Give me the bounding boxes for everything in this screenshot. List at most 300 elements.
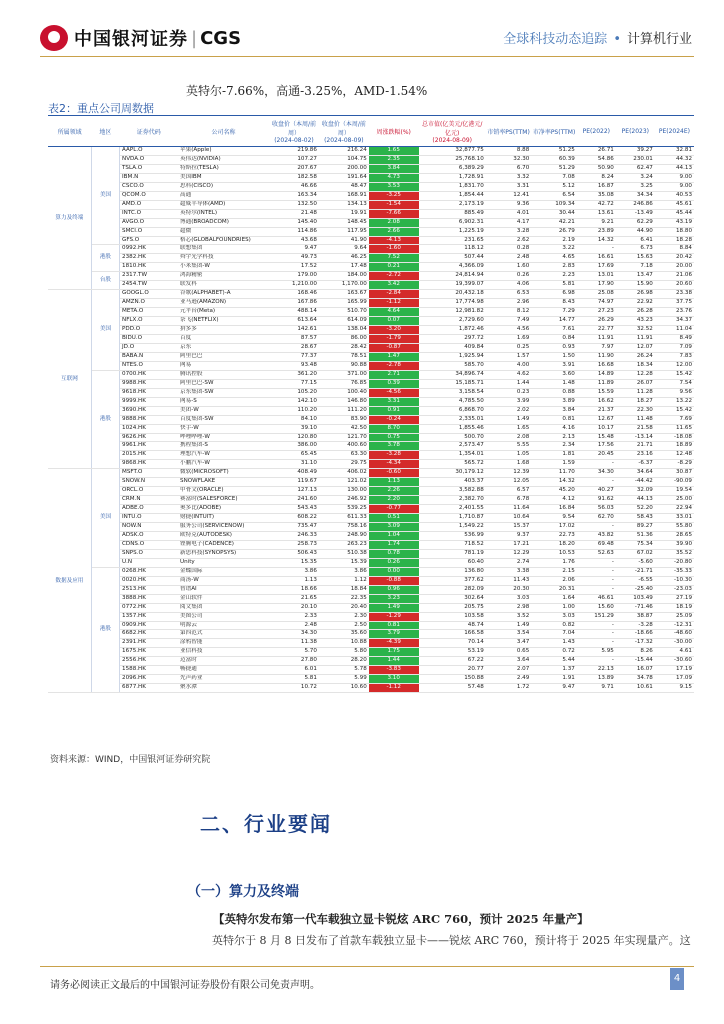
close-now-cell: 2.30 (319, 612, 369, 621)
close-now-cell: 200.00 (319, 164, 369, 173)
pe2022-cell: 16.61 (577, 254, 616, 263)
pe2024e-cell: 18.80 (655, 227, 694, 236)
name-cell: 网易-S (178, 397, 269, 406)
name-cell: 百度 (178, 335, 269, 344)
close-prev-cell: 613.64 (269, 317, 319, 326)
mktcap-cell: 2,335.01 (419, 415, 486, 424)
mktcap-cell: 1,872.46 (419, 326, 486, 335)
close-prev-cell: 93.48 (269, 361, 319, 370)
name-cell: 格芯(GLOBALFOUNDRIES) (178, 236, 269, 245)
pb-cell: 0.84 (531, 335, 577, 344)
mktcap-cell: 585.70 (419, 361, 486, 370)
close-prev-cell: 20.10 (269, 603, 319, 612)
table-header-row (48, 116, 694, 147)
close-prev-cell: 21.48 (269, 209, 319, 218)
close-prev-cell: 735.47 (269, 523, 319, 532)
close-prev-cell: 21.65 (269, 594, 319, 603)
brand-mark-icon (40, 25, 68, 51)
ps-cell: 3.28 (486, 227, 532, 236)
pb-cell: 18.20 (531, 540, 577, 549)
table-row (48, 406, 694, 415)
close-now-cell: 130.00 (319, 487, 369, 496)
code-cell: 1024.HK (120, 424, 179, 433)
change-cell: -4.56 (369, 388, 419, 397)
table-row (48, 487, 694, 496)
pb-cell: 1.81 (531, 451, 577, 460)
pe2023-cell: 103.49 (616, 594, 655, 603)
change-cell: -0.24 (369, 415, 419, 424)
pb-cell: 9.47 (531, 684, 577, 693)
col-pe2024e: PE(2024E) (655, 116, 694, 147)
pb-cell: 3.22 (531, 245, 577, 254)
name-cell: 铿腾电子(CADENCE) (178, 540, 269, 549)
pb-cell: 4.16 (531, 424, 577, 433)
table-row (48, 558, 694, 567)
pe2022-cell: 20.45 (577, 451, 616, 460)
close-prev-cell: 5.81 (269, 675, 319, 684)
name-cell: 欧特克(AUTODESK) (178, 531, 269, 540)
close-now-cell: 248.90 (319, 531, 369, 540)
col-pe2023: PE(2023) (616, 116, 655, 147)
change-cell: 3.79 (369, 630, 419, 639)
table-row (48, 657, 694, 666)
pb-cell: 3.84 (531, 406, 577, 415)
pe2024e-cell: 20.00 (655, 263, 694, 272)
mktcap-cell: 1,855.46 (419, 424, 486, 433)
close-now-cell: 146.80 (319, 397, 369, 406)
table-row (48, 218, 694, 227)
close-prev-cell: 5.70 (269, 648, 319, 657)
code-cell: ORCL.O (120, 487, 179, 496)
close-now-cell: 163.67 (319, 290, 369, 299)
pe2022-cell: 5.95 (577, 648, 616, 657)
name-cell: 理想汽车-W (178, 451, 269, 460)
name-cell: 阿里巴巴 (178, 352, 269, 361)
pe2022-cell: 50.90 (577, 164, 616, 173)
pe2023-cell: 26.24 (616, 352, 655, 361)
ps-cell: 1.60 (486, 263, 532, 272)
name-cell: 哔哩哔哩-W (178, 433, 269, 442)
pe2024e-cell: 9.56 (655, 388, 694, 397)
pb-cell: 3.03 (531, 612, 577, 621)
ps-cell: 1.65 (486, 424, 532, 433)
pe2024e-cell: 39.90 (655, 540, 694, 549)
table-row (48, 585, 694, 594)
close-prev-cell: 6.01 (269, 666, 319, 675)
change-cell: -2.72 (369, 272, 419, 281)
code-cell: INTC.O (120, 209, 179, 218)
close-now-cell: 10.88 (319, 639, 369, 648)
name-cell: 亚信科技 (178, 648, 269, 657)
change-cell: 8.70 (369, 424, 419, 433)
mktcap-cell: 565.72 (419, 460, 486, 469)
code-cell: 0772.HK (120, 603, 179, 612)
name-cell: 美图公司 (178, 612, 269, 621)
change-cell: 3.78 (369, 442, 419, 451)
close-prev-cell: 10.72 (269, 684, 319, 693)
pe2022-cell: 16.87 (577, 182, 616, 191)
mktcap-cell: 12,981.82 (419, 308, 486, 317)
change-cell: -1.79 (369, 335, 419, 344)
name-cell: 联发科 (178, 281, 269, 290)
close-now-cell: 9.64 (319, 245, 369, 254)
ps-cell: 6.70 (486, 164, 532, 173)
table-row (48, 164, 694, 173)
col-close-prev: 收盘价（本周/前周） (2024-08-02) (269, 116, 319, 147)
pe2023-cell: 3.25 (616, 182, 655, 191)
ps-cell: 17.21 (486, 540, 532, 549)
change-cell: -3.83 (369, 666, 419, 675)
pe2023-cell: 44.13 (616, 496, 655, 505)
pe2022-cell: 25.08 (577, 290, 616, 299)
name-cell: 奈飞(NETFLIX) (178, 317, 269, 326)
name-cell: 网易 (178, 361, 269, 370)
table-row (48, 379, 694, 388)
ps-cell: 3.54 (486, 630, 532, 639)
table-row (48, 290, 694, 299)
code-cell: 9888.HK (120, 415, 179, 424)
pe2024e-cell: 18.19 (655, 603, 694, 612)
change-cell: 1.74 (369, 540, 419, 549)
name-cell: 第四范式 (178, 630, 269, 639)
close-now-cell: 10.60 (319, 684, 369, 693)
pb-cell: 26.79 (531, 227, 577, 236)
col-pe2022: PE(2022) (577, 116, 616, 147)
pe2022-cell: 74.97 (577, 299, 616, 308)
pb-cell: 9.54 (531, 514, 577, 523)
pe2022-cell: 62.70 (577, 514, 616, 523)
change-cell: 1.65 (369, 147, 419, 156)
pe2022-cell: 11.91 (577, 335, 616, 344)
close-now-cell: 246.92 (319, 496, 369, 505)
close-now-cell: 216.24 (319, 147, 369, 156)
table-row (48, 415, 694, 424)
table-row (48, 343, 694, 352)
close-prev-cell: 49.73 (269, 254, 319, 263)
name-cell: 服务公司(SERVICENOW) (178, 523, 269, 532)
close-now-cell: 86.00 (319, 335, 369, 344)
close-now-cell: 121.02 (319, 478, 369, 487)
mktcap-cell: 2,729.60 (419, 317, 486, 326)
mktcap-cell: 4,785.50 (419, 397, 486, 406)
name-cell: 阅文集团 (178, 603, 269, 612)
pb-cell: 2.13 (531, 433, 577, 442)
pe2022-cell: - (577, 585, 616, 594)
table-row (48, 227, 694, 236)
pb-cell: 0.72 (531, 648, 577, 657)
col-close-now: 收盘价（本周/前周） (2024-08-09) (319, 116, 369, 147)
close-prev-cell: 28.67 (269, 343, 319, 352)
ps-cell: 8.88 (486, 147, 532, 156)
pb-cell: 1.76 (531, 558, 577, 567)
mktcap-cell: 205.75 (419, 603, 486, 612)
change-cell: 1.49 (369, 603, 419, 612)
region-cell: 美国 (91, 290, 119, 371)
name-cell: 元平台(Meta) (178, 308, 269, 317)
code-cell: AMZN.O (120, 299, 179, 308)
mktcap-cell: 718.52 (419, 540, 486, 549)
pe2022-cell: - (577, 523, 616, 532)
close-now-cell: 3.86 (319, 567, 369, 576)
close-prev-cell: 43.68 (269, 236, 319, 245)
pe2022-cell: 22.13 (577, 666, 616, 675)
logo-en: CGS (200, 27, 242, 49)
close-prev-cell: 65.45 (269, 451, 319, 460)
ps-cell: 12.29 (486, 549, 532, 558)
pe2023-cell: 18.27 (616, 397, 655, 406)
close-now-cell: 614.09 (319, 317, 369, 326)
close-prev-cell: 142.61 (269, 326, 319, 335)
pe2024e-cell: 43.19 (655, 218, 694, 227)
close-prev-cell: 163.34 (269, 191, 319, 200)
mktcap-cell: 1,354.01 (419, 451, 486, 460)
logo-separator: | (191, 27, 198, 49)
close-now-cell: 2.50 (319, 621, 369, 630)
pe2023-cell: -17.32 (616, 639, 655, 648)
name-cell: 美国IBM (178, 173, 269, 182)
change-cell: 2.20 (369, 496, 419, 505)
table-row (48, 236, 694, 245)
ps-cell: 32.30 (486, 155, 532, 164)
close-now-cell: 15.39 (319, 558, 369, 567)
close-now-cell: 1,170.00 (319, 281, 369, 290)
pe2024e-cell: 20.60 (655, 281, 694, 290)
name-cell: 思科(CISCO) (178, 182, 269, 191)
region-cell: 美国 (91, 147, 119, 245)
close-prev-cell: 132.50 (269, 200, 319, 209)
report-series: 全球科技动态追踪 (503, 32, 608, 47)
code-cell: BIDU.O (120, 335, 179, 344)
close-prev-cell: 110.20 (269, 406, 319, 415)
ps-cell: 3.64 (486, 657, 532, 666)
code-cell: BABA.N (120, 352, 179, 361)
region-cell: 港股 (91, 370, 119, 468)
pe2024e-cell: -23.03 (655, 585, 694, 594)
pe2023-cell: 15.90 (616, 281, 655, 290)
name-cell: 新思科技(SYNOPSYS) (178, 549, 269, 558)
close-prev-cell: 114.86 (269, 227, 319, 236)
pe2023-cell: -18.66 (616, 630, 655, 639)
code-cell: 0020.HK (120, 576, 179, 585)
ps-cell: 6.78 (486, 496, 532, 505)
name-cell: 商汤-W (178, 576, 269, 585)
pb-cell: 20.31 (531, 585, 577, 594)
change-cell: -3.25 (369, 191, 419, 200)
ps-cell: 8.12 (486, 308, 532, 317)
pe2022-cell: - (577, 460, 616, 469)
pb-cell: 5.81 (531, 281, 577, 290)
pe2024e-cell: 55.80 (655, 523, 694, 532)
mktcap-cell: 507.44 (419, 254, 486, 263)
mktcap-cell: 17,774.98 (419, 299, 486, 308)
name-cell: 特斯拉(TESLA) (178, 164, 269, 173)
change-cell: -1.12 (369, 299, 419, 308)
pb-cell: 5.12 (531, 182, 577, 191)
pb-cell: 0.81 (531, 415, 577, 424)
mktcap-cell: 48.74 (419, 621, 486, 630)
name-cell: 涂鸦智能 (178, 639, 269, 648)
pe2024e-cell: 9.00 (655, 182, 694, 191)
mktcap-cell: 32,877.75 (419, 147, 486, 156)
footer-rule (40, 966, 694, 967)
change-cell: -3.28 (369, 451, 419, 460)
close-now-cell: 90.88 (319, 361, 369, 370)
code-cell: 9868.HK (120, 460, 179, 469)
code-cell: 0268.HK (120, 567, 179, 576)
table-row (48, 496, 694, 505)
table-row (48, 263, 694, 272)
close-prev-cell: 142.10 (269, 397, 319, 406)
pe2024e-cell: -12.31 (655, 621, 694, 630)
table-row (48, 173, 694, 182)
pe2024e-cell: 12.00 (655, 361, 694, 370)
pe2022-cell: 15.48 (577, 433, 616, 442)
code-cell: 6682.HK (120, 630, 179, 639)
table-title: 表2：重点公司周数据 (48, 102, 154, 115)
pe2024e-cell: 44.13 (655, 164, 694, 173)
pb-cell: 1.00 (531, 603, 577, 612)
name-cell: 奥多比(ADOBE) (178, 505, 269, 514)
table-row (48, 155, 694, 164)
pe2023-cell: -6.55 (616, 576, 655, 585)
table-row (48, 531, 694, 540)
close-prev-cell: 1,210.00 (269, 281, 319, 290)
ps-cell: 11.64 (486, 505, 532, 514)
change-cell: 3.23 (369, 594, 419, 603)
pe2024e-cell: 11.04 (655, 326, 694, 335)
pb-cell: 4.65 (531, 254, 577, 263)
name-cell: 小米集团-W (178, 263, 269, 272)
table-row (48, 451, 694, 460)
news-title: 【英特尔发布第一代车载独立显卡锐炫 ARC 760，预计 2025 年量产】 (213, 912, 589, 926)
code-cell: PDD.O (120, 326, 179, 335)
close-now-cell: 138.04 (319, 326, 369, 335)
change-cell: -0.60 (369, 469, 419, 478)
mktcap-cell: 302.64 (419, 594, 486, 603)
name-cell: 携程集团-S (178, 442, 269, 451)
pe2024e-cell: 33.01 (655, 514, 694, 523)
pe2022-cell: - (577, 621, 616, 630)
ps-cell: 1.49 (486, 621, 532, 630)
change-cell: 3.53 (369, 182, 419, 191)
code-cell: 2556.HK (120, 657, 179, 666)
pb-cell: 2.06 (531, 576, 577, 585)
pe2022-cell: 34.30 (577, 469, 616, 478)
pe2024e-cell: 7.83 (655, 352, 694, 361)
pe2023-cell: 7.18 (616, 263, 655, 272)
ps-cell: 4.06 (486, 281, 532, 290)
change-cell: 0.39 (369, 379, 419, 388)
pb-cell: 60.39 (531, 155, 577, 164)
close-prev-cell: 168.46 (269, 290, 319, 299)
close-prev-cell: 608.22 (269, 514, 319, 523)
ps-cell: 9.37 (486, 531, 532, 540)
ps-cell: 15.37 (486, 523, 532, 532)
region-cell: 港股 (91, 245, 119, 272)
close-now-cell: 100.40 (319, 388, 369, 397)
pe2023-cell: 18.34 (616, 361, 655, 370)
header-dot: • (613, 32, 621, 47)
close-prev-cell: 34.30 (269, 630, 319, 639)
pe2024e-cell: 45.61 (655, 200, 694, 209)
change-cell: 0.26 (369, 558, 419, 567)
pe2023-cell: 8.26 (616, 648, 655, 657)
ps-cell: 1.05 (486, 451, 532, 460)
pe2023-cell: 34.34 (616, 191, 655, 200)
table-row (48, 200, 694, 209)
close-prev-cell: 84.10 (269, 415, 319, 424)
ps-cell: 4.01 (486, 209, 532, 218)
close-prev-cell: 107.27 (269, 155, 319, 164)
code-cell: NTES.O (120, 361, 179, 370)
pe2022-cell: 26.29 (577, 317, 616, 326)
close-prev-cell: 2.48 (269, 621, 319, 630)
change-cell: 2.35 (369, 155, 419, 164)
domain-cell: 算力及终端 (48, 147, 91, 290)
ps-cell: 4.62 (486, 370, 532, 379)
table-row (48, 478, 694, 487)
pe2023-cell: 11.28 (616, 388, 655, 397)
name-cell: 谷歌(ALPHABET)-A (178, 290, 269, 299)
code-cell: 6877.HK (120, 684, 179, 693)
pe2024e-cell: -10.30 (655, 576, 694, 585)
code-cell: ADSK.O (120, 531, 179, 540)
table-row (48, 523, 694, 532)
table-row (48, 675, 694, 684)
close-now-cell: 46.25 (319, 254, 369, 263)
pb-cell: 16.84 (531, 505, 577, 514)
pb-cell: 17.02 (531, 523, 577, 532)
pe2023-cell: 12.07 (616, 343, 655, 352)
ps-cell: 2.62 (486, 236, 532, 245)
pb-cell: 2.15 (531, 567, 577, 576)
pe2023-cell: 3.24 (616, 173, 655, 182)
mktcap-cell: 282.09 (419, 585, 486, 594)
pe2024e-cell: -18.08 (655, 433, 694, 442)
ps-cell: 12.05 (486, 478, 532, 487)
code-cell: 9618.HK (120, 388, 179, 397)
table-row (48, 442, 694, 451)
code-cell: META.O (120, 308, 179, 317)
col-domain: 所属领域 (48, 116, 91, 147)
close-prev-cell: 15.35 (269, 558, 319, 567)
code-cell: 2015.HK (120, 451, 179, 460)
pb-cell: 6.54 (531, 191, 577, 200)
ps-cell: 1.57 (486, 352, 532, 361)
change-cell: 2.26 (369, 487, 419, 496)
table-row (48, 281, 694, 290)
change-cell: 0.81 (369, 621, 419, 630)
close-prev-cell: 2.33 (269, 612, 319, 621)
table-row (48, 254, 694, 263)
mktcap-cell: 2,173.19 (419, 200, 486, 209)
pe2023-cell: 75.34 (616, 540, 655, 549)
close-now-cell: 104.75 (319, 155, 369, 164)
lead-text: 英特尔-7.66%，高通-3.25%，AMD-1.54% (186, 84, 428, 98)
close-now-cell: 35.60 (319, 630, 369, 639)
close-now-cell: 28.42 (319, 343, 369, 352)
close-prev-cell: 17.52 (269, 263, 319, 272)
pe2023-cell: -21.71 (616, 567, 655, 576)
mktcap-cell: 25,768.10 (419, 155, 486, 164)
close-now-cell: 184.00 (319, 272, 369, 281)
mktcap-cell: 885.49 (419, 209, 486, 218)
pe2023-cell: 22.30 (616, 406, 655, 415)
name-cell: 财捷(INTUIT) (178, 514, 269, 523)
pe2023-cell: -5.60 (616, 558, 655, 567)
pe2022-cell: 13.01 (577, 272, 616, 281)
code-cell: 1357.HK (120, 612, 179, 621)
